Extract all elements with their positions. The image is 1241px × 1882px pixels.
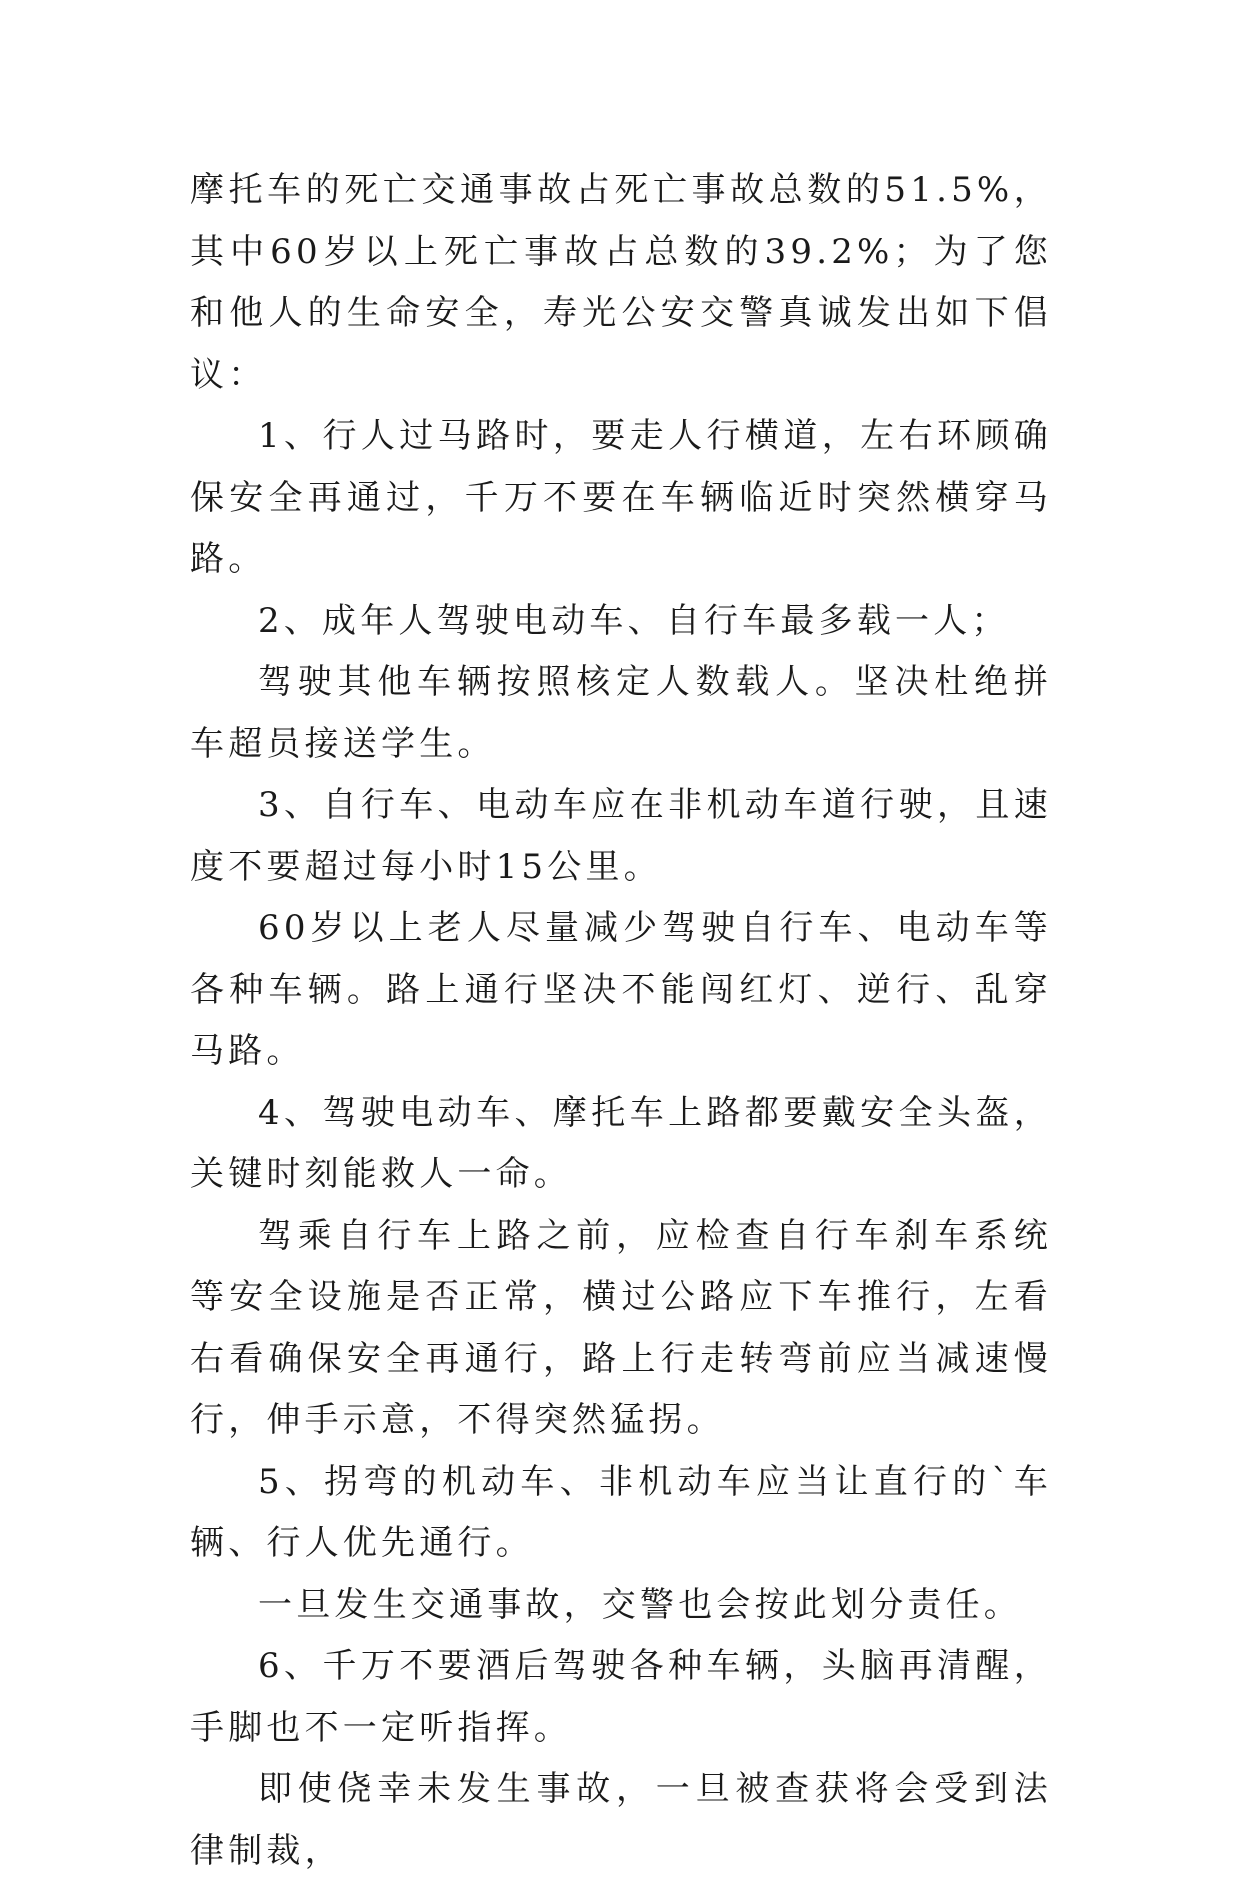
paragraph-item-2-detail: 驾驶其他车辆按照核定人数载人。坚决杜绝拼车超员接送学生。: [190, 662, 1052, 764]
document-body: [190, 160, 1052, 1882]
paragraph-item-6-detail: 即使侥幸未发生事故，一旦被查获将会受到法律制裁，: [190, 1769, 1052, 1871]
paragraph-item-4-detail: 驾乘自行车上路之前，应检查自行车刹车系统等安全设施是否正常，横过公路应下车推行，左看右看确保安全再通行，路上行走转弯前应当减速慢行，伸手示意，不得突然猛拐。: [190, 1215, 1052, 1440]
paragraph-item-3: 3、自行车、电动车应在非机动车道行驶，且速度不要超过每小时15公里。: [190, 785, 1052, 887]
paragraph-item-4: 4、驾驶电动车、摩托车上路都要戴安全头盔，关键时刻能救人一命。: [190, 1092, 1052, 1194]
paragraph-item-6: 6、千万不要酒后驾驶各种车辆，头脑再清醒，手脚也不一定听指挥。: [190, 1646, 1052, 1748]
paragraph-item-5: 5、拐弯的机动车、非机动车应当让直行的`车辆、行人优先通行。: [190, 1461, 1052, 1563]
paragraph-item-3-detail: 60岁以上老人尽量减少驾驶自行车、电动车等各种车辆。路上通行坚决不能闯红灯、逆行、乱穿马路。: [190, 908, 1052, 1071]
paragraph-item-1: 1、行人过马路时，要走人行横道，左右环顾确保安全再通过，千万不要在车辆临近时突然横穿马路。: [190, 416, 1052, 579]
paragraph-item-2: 2、成年人驾驶电动车、自行车最多载一人；: [258, 600, 1010, 641]
paragraph-item-5-detail: 一旦发生交通事故，交警也会按此划分责任。: [258, 1584, 1022, 1625]
paragraph-intro: 摩托车的死亡交通事故占死亡事故总数的51.5%，其中60岁以上死亡事故占总数的39.2%；为了您和他人的生命安全，寿光公安交警真诚发出如下倡议：: [190, 170, 1052, 395]
